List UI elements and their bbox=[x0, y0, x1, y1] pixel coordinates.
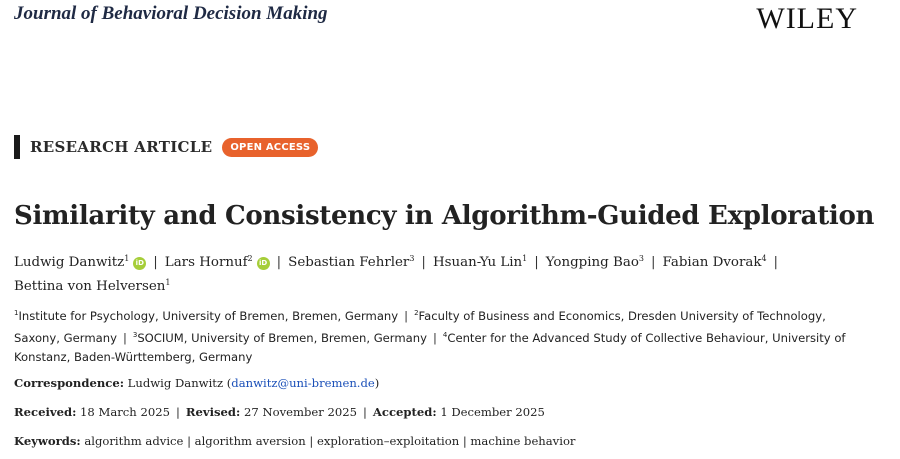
author-separator: | bbox=[276, 255, 282, 270]
affil-separator: | bbox=[432, 331, 437, 345]
correspondence-line bbox=[14, 376, 379, 390]
dates-line bbox=[14, 405, 545, 419]
received-date: 18 March 2025 bbox=[80, 405, 170, 419]
author-bao[interactable] bbox=[546, 255, 644, 270]
revised-label: Revised: bbox=[185, 405, 241, 419]
author-dvorak[interactable] bbox=[663, 255, 767, 270]
author-name[interactable]: Hsuan-Yu Lin bbox=[432, 255, 523, 270]
author-affil-num: 1 bbox=[124, 254, 130, 263]
author-affil-num: 3 bbox=[409, 254, 415, 263]
affiliation-text: SOCIUM, University of Bremen, Bremen, Germany bbox=[137, 331, 427, 345]
author-affil-num: 1 bbox=[165, 278, 171, 287]
keywords-text: algorithm advice | algorithm aversion | exploration–exploitation | machine behavior bbox=[84, 434, 576, 448]
keywords-line bbox=[14, 434, 575, 448]
affil-num: 2 bbox=[414, 309, 419, 317]
author-danwitz[interactable] bbox=[14, 255, 146, 270]
accepted-date: 1 December 2025 bbox=[440, 405, 545, 419]
accepted-label: Accepted: bbox=[372, 405, 437, 419]
article-title: Similarity and Consistency in Algorithm-Guided Exploration bbox=[14, 201, 875, 231]
paren-open: ( bbox=[226, 376, 232, 390]
date-separator: | bbox=[175, 405, 180, 419]
affil-num: 4 bbox=[442, 331, 448, 339]
author-name[interactable]: Sebastian Fehrler bbox=[288, 255, 410, 270]
paren-close: ) bbox=[374, 376, 380, 390]
author-name[interactable]: Fabian Dvorak bbox=[662, 255, 762, 270]
affil-separator: | bbox=[404, 309, 409, 323]
author-separator: | bbox=[534, 255, 539, 270]
correspondence-label: Correspondence: bbox=[14, 376, 124, 390]
orcid-icon[interactable]: iD bbox=[257, 257, 270, 270]
affil-separator: | bbox=[122, 331, 127, 345]
article-type-label: RESEARCH ARTICLE bbox=[30, 138, 213, 156]
author-separator: | bbox=[773, 255, 779, 270]
affiliation-text: Center for the Advanced Study of Collective Behaviour, University of Konstanz, Baden-Württemberg, Germany bbox=[14, 331, 846, 364]
affiliations bbox=[14, 304, 864, 367]
author-lin[interactable] bbox=[433, 255, 527, 270]
author-affil-num: 1 bbox=[522, 254, 528, 263]
author-affil-num: 2 bbox=[247, 254, 253, 263]
revised-date: 27 November 2025 bbox=[244, 405, 357, 419]
affil-num: 1 bbox=[14, 309, 19, 317]
author-affil-num: 4 bbox=[761, 254, 767, 263]
author-fehrler[interactable] bbox=[288, 255, 414, 270]
author-name[interactable]: Ludwig Danwitz bbox=[14, 255, 125, 270]
author-name[interactable]: Lars Hornuf bbox=[164, 255, 248, 270]
author-affil-num: 3 bbox=[638, 254, 644, 263]
author-separator: | bbox=[650, 255, 656, 270]
keywords-label: Keywords: bbox=[14, 434, 81, 448]
author-separator: | bbox=[421, 255, 426, 270]
article-type-bar bbox=[14, 135, 318, 159]
author-list bbox=[14, 249, 874, 297]
date-separator: | bbox=[363, 405, 367, 419]
author-name[interactable]: Yongping Bao bbox=[545, 255, 639, 270]
journal-name[interactable]: Journal of Behavioral Decision Making bbox=[14, 3, 328, 24]
orcid-icon[interactable]: iD bbox=[133, 257, 146, 270]
author-hornuf[interactable] bbox=[165, 255, 270, 270]
author-name[interactable]: Bettina von Helversen bbox=[14, 279, 166, 294]
author-separator: | bbox=[153, 255, 158, 270]
correspondence-name: Ludwig Danwitz bbox=[127, 376, 224, 390]
affiliation-text: Faculty of Business and Economics, Dresden University of Technology, Saxony, Germany bbox=[14, 309, 826, 345]
affil-num: 3 bbox=[132, 331, 138, 339]
publisher-logo[interactable]: WILEY bbox=[756, 2, 858, 35]
received-label: Received: bbox=[14, 405, 77, 419]
open-access-badge[interactable]: OPEN ACCESS bbox=[222, 138, 318, 157]
author-von-helversen[interactable] bbox=[14, 279, 170, 294]
affiliation-text: Institute for Psychology, University of Bremen, Bremen, Germany bbox=[18, 309, 399, 323]
correspondence-email-link[interactable]: danwitz@uni-bremen.de bbox=[231, 376, 375, 390]
type-accent-bar bbox=[14, 135, 20, 159]
